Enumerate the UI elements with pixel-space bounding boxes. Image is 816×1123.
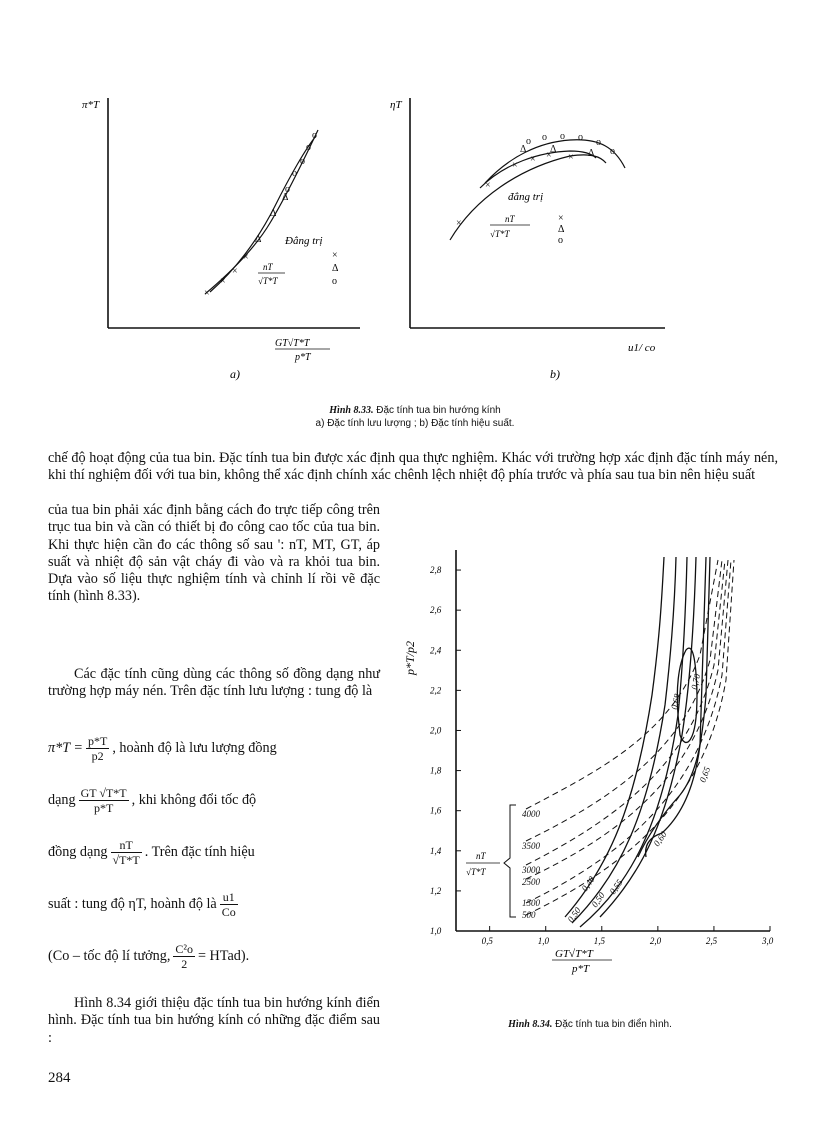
page-number: 284 — [48, 1070, 71, 1086]
x-tick-label: 1,0 — [537, 936, 549, 946]
x-tick-label: 0,5 — [481, 936, 493, 946]
speed-line-2500 — [526, 560, 728, 879]
panel-a — [82, 98, 360, 381]
eff-label-068: 0,68 — [669, 692, 683, 711]
svg-text:o: o — [610, 146, 615, 157]
speed-line-500 — [526, 560, 734, 915]
y-tick-label: 1,8 — [430, 765, 442, 776]
legend-den-b: √T*T — [490, 229, 510, 239]
svg-text:Δ: Δ — [588, 148, 595, 159]
equation-2-line — [48, 786, 380, 815]
contour-3 — [580, 557, 687, 927]
eff-label-050b: 0,50 — [565, 905, 583, 925]
y-tick-label: 1,2 — [430, 885, 442, 896]
ylabel-834: p*T/p2 — [403, 640, 417, 675]
svg-text:Δ: Δ — [520, 144, 527, 155]
eq4-den: Co — [221, 905, 236, 919]
xlabel-den-a: p*T — [295, 352, 311, 363]
eq1-num: p*T — [87, 734, 108, 748]
svg-text:o: o — [526, 136, 531, 147]
y-tick-label: 1,4 — [430, 845, 442, 856]
figure-8-34-caption — [440, 1018, 740, 1031]
legend-title-b: đẳng trị — [508, 191, 544, 203]
legend-marker-a-3: o — [332, 276, 337, 287]
eq3-before: đồng dạng — [48, 843, 108, 860]
svg-text:o: o — [560, 131, 565, 142]
eq4-num: u1 — [220, 890, 238, 905]
eq1-lhs: π*T = — [48, 739, 83, 756]
eq2-den: p*T — [93, 801, 114, 815]
paragraph-1: chế độ hoạt động của tua bin. Đặc tính tua bin được xác định qua thực nghiệm. Khác với trường hợp xác định đặc tính máy nén, khi thí nghiệm đối với tua bin, không thể xác định chính xác chênh lệch nhiệt độ phía trước và phía sau tua bin nên hiệu suất — [48, 450, 778, 484]
ylabel-b: ηT — [390, 99, 402, 111]
legend-marker-a-2: Δ — [332, 263, 339, 274]
curve-b-3 — [480, 151, 596, 188]
eq5-before: (Co – tốc độ lí tưởng, — [48, 947, 171, 964]
panel-b — [390, 98, 665, 381]
eq2-num: GT √T*T — [80, 786, 127, 800]
ylabel-a: π*T — [82, 99, 100, 111]
figure-8-33 — [80, 88, 680, 388]
speed-label-2500: 2500 — [522, 877, 540, 887]
paragraph-2: Các đặc tính cũng dùng các thông số đồng dạng như trường hợp máy nén. Trên đặc tính lưu lượng : tung độ là — [48, 666, 380, 700]
eff-label-040: 0,40 — [579, 874, 597, 894]
xlabel-num-a: GT√T*T — [275, 338, 310, 349]
x-tick-label: 2,5 — [705, 936, 718, 946]
markers-b — [456, 131, 615, 229]
eff-label-055: 0,55 — [607, 877, 625, 897]
caption-title-833: Hình 8.33. — [329, 405, 374, 416]
legend-num-a: nT — [263, 262, 273, 272]
svg-text:Δ: Δ — [282, 192, 289, 203]
efficiency-contours — [565, 557, 713, 927]
speed-labels — [521, 809, 541, 920]
legend-marker-b-1: × — [558, 213, 564, 224]
svg-text:o: o — [578, 132, 583, 143]
eff-label-065: 0,65 — [697, 765, 713, 784]
svg-text:o: o — [285, 184, 290, 195]
eq3-after: . Trên đặc tính hiệu — [144, 843, 255, 860]
eq5-fraction — [173, 942, 195, 971]
y-tick-label: 2,4 — [430, 645, 442, 656]
svg-text:o: o — [306, 142, 311, 153]
eq1-den: p2 — [91, 749, 104, 763]
curve-a-1 — [205, 130, 318, 294]
speed-label-500: 500 — [522, 910, 536, 920]
speed-label-1500: 1500 — [522, 898, 540, 908]
x-tick-label: 3,0 — [762, 936, 774, 946]
svg-text:×: × — [220, 276, 226, 287]
eff-label-050a: 0,50 — [589, 890, 607, 910]
y-tick-label: 2,8 — [430, 565, 442, 576]
xlabel-num-834: GT√T*T — [555, 948, 593, 960]
eff-label-060: 0,60 — [651, 829, 669, 849]
eq3-num: nT — [111, 838, 142, 853]
speed-lines — [526, 560, 734, 915]
svg-text:o: o — [596, 137, 601, 148]
svg-text:×: × — [530, 154, 536, 165]
svg-text:×: × — [512, 160, 518, 171]
paragraph-3: Hình 8.34 giới thiệu đặc tính tua bin hướng kính điển hình. Đặc tính tua bin hướng kính có những đặc điểm sau : — [48, 995, 380, 1046]
svg-text:×: × — [546, 150, 552, 161]
y-tick-label: 2,6 — [430, 605, 442, 616]
eq4-fraction — [220, 890, 238, 919]
speed-label-3500: 3500 — [522, 841, 540, 851]
legend-num-b: nT — [505, 214, 515, 224]
figure-8-33-caption — [200, 404, 630, 430]
eq5-num: C²o — [175, 942, 193, 956]
eq2-before: dạng — [48, 791, 76, 808]
x-tick-label: 1,5 — [593, 936, 606, 946]
svg-text:o: o — [312, 130, 317, 141]
svg-text:o: o — [292, 168, 297, 179]
caption-text-834: Đặc tính tua bin điển hình. — [555, 1019, 672, 1030]
eff-label-070: 0,70 — [689, 672, 703, 691]
y-tick-label: 2,2 — [430, 685, 442, 696]
caption-sub-833: a) Đặc tính lưu lượng ; b) Đặc tính hiệu suất. — [315, 418, 515, 429]
legend-den-a: √T*T — [258, 276, 278, 286]
speed-label-den: √T*T — [466, 867, 486, 877]
y-tick-label: 2,0 — [430, 725, 442, 736]
speed-line-3000 — [526, 560, 725, 865]
legend-marker-b-3: o — [558, 235, 563, 246]
equation-4-line — [48, 890, 380, 919]
eq1-after: , hoành độ là lưu lượng đồng — [112, 739, 277, 756]
svg-text:Δ: Δ — [255, 234, 262, 245]
eq5-den: 2 — [181, 957, 188, 971]
svg-text:o: o — [542, 132, 547, 143]
caption-text-833: Đặc tính tua bin hướng kính — [376, 405, 501, 416]
svg-text:Δ: Δ — [550, 144, 557, 155]
y-tick-label: 1,6 — [430, 805, 442, 816]
eq3-den: √T*T — [112, 853, 140, 867]
svg-text:×: × — [204, 288, 210, 299]
speed-label-4000: 4000 — [522, 809, 540, 819]
svg-text:×: × — [568, 152, 574, 163]
svg-text:×: × — [243, 252, 249, 263]
svg-text:×: × — [456, 218, 462, 229]
legend-marker-a-1: × — [332, 250, 338, 261]
xlabel-den-834: p*T — [572, 963, 590, 975]
equation-5-line — [48, 942, 380, 971]
speed-label-num: nT — [476, 851, 486, 861]
speed-line-3500 — [526, 560, 722, 841]
x-tick-label: 2,0 — [649, 936, 662, 946]
contour-1 — [565, 557, 664, 917]
equation-3-line — [48, 838, 380, 867]
legend-marker-b-2: Δ — [558, 224, 565, 235]
eq2-fraction — [79, 786, 129, 815]
svg-text:×: × — [232, 266, 238, 277]
speed-brace — [504, 805, 516, 917]
eq3-fraction — [111, 838, 142, 867]
caption-title-834: Hình 8.34. — [508, 1019, 553, 1030]
svg-text:Δ: Δ — [270, 208, 277, 219]
eq1-fraction — [86, 734, 109, 763]
xlabel-b: u1/ co — [628, 342, 656, 354]
figure-8-34 — [400, 545, 780, 985]
paragraph-1b: của tua bin phải xác định bằng cách đo trực tiếp công trên trục tua bin và cần có thiết bị đo công cao tốc của tua bin. Khi thực hiện cần đo các thông số sau ': nT, MT, GT, áp suất và nhiệt độ sản vật cháy đi vào và ra khỏi tua bin. Dựa vào số liệu thực nghiệm tính và chỉnh lí rồi vẽ đặc tính (hình 8.33). — [48, 502, 380, 605]
y-tick-label: 1,0 — [430, 926, 442, 936]
svg-text:×: × — [485, 180, 491, 191]
panel-label-b: b) — [550, 367, 560, 381]
svg-text:o: o — [300, 156, 305, 167]
efficiency-label-group — [565, 672, 712, 924]
speed-label-3000: 3000 — [522, 865, 540, 875]
panel-label-a: a) — [230, 367, 240, 381]
eq5-after: = HTad). — [198, 947, 250, 964]
eq2-after: , khi không đổi tốc độ — [131, 791, 257, 808]
legend-title-a: Đẳng trị — [285, 235, 323, 247]
markers-a — [204, 130, 317, 299]
equation-1-line — [48, 734, 380, 763]
eq4-before: suất : tung độ ηT, hoành độ là — [48, 895, 217, 912]
